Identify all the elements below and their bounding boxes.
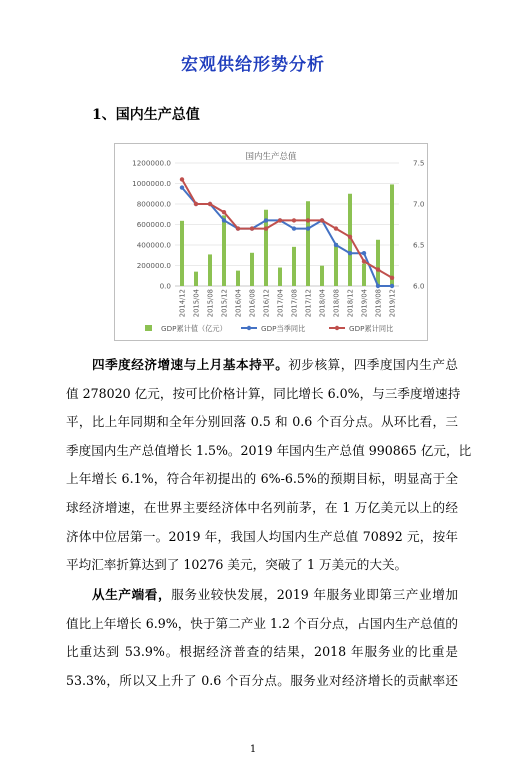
paragraph-line (66, 581, 458, 610)
x-tick-label: 2014/12 (178, 289, 187, 318)
series-point (306, 226, 310, 230)
x-tick-label: 2018/04 (318, 289, 327, 318)
gdp-chart-svg (115, 144, 427, 340)
x-tick-label: 2015/04 (192, 289, 201, 318)
series-point (362, 259, 366, 263)
x-tick-label: 2017/04 (276, 289, 285, 318)
bar-gdp-cumulative (292, 247, 296, 286)
paragraph-lead: 从生产端看， (92, 587, 172, 602)
series-point (376, 267, 380, 271)
paragraph-text: 服务业较快发展，2019 年服务业即第三产业增加 (171, 587, 458, 602)
x-tick-label: 2016/04 (234, 289, 243, 318)
series-point (334, 226, 338, 230)
series-point (390, 276, 394, 280)
x-tick-label: 2018/08 (332, 289, 341, 318)
series-line (182, 188, 392, 286)
series-point (208, 202, 212, 206)
bar-gdp-cumulative (194, 272, 198, 286)
series-point (292, 226, 296, 230)
x-tick-label: 2019/04 (360, 289, 369, 318)
legend-swatch (145, 325, 152, 331)
series-line (182, 179, 392, 277)
series-point (376, 284, 380, 288)
paragraph-line: 值 278020 亿元，按可比价格计算，同比增长 6.0%，与三季度增速持 (66, 385, 461, 401)
series-point (194, 202, 198, 206)
x-tick-label: 2019/12 (388, 289, 397, 318)
bar-gdp-cumulative (222, 215, 226, 286)
series-point (348, 251, 352, 255)
paragraph-line: 平，比上年同期和全年分别回落 0.5 和 0.6 个百分点。从环比看，三 (66, 414, 458, 430)
paragraph-line: 球经济增速，在世界主要经济体中名列前茅，在 1 万亿美元以上的经 (66, 499, 458, 515)
paragraph-line: 季度国内生产总值增长 1.5%。2019 年国内生产总值 990865 亿元，比 (66, 442, 472, 458)
y-left-tick-label: 600000.0 (136, 220, 171, 229)
x-tick-label: 2015/08 (206, 289, 215, 318)
bar-gdp-cumulative (362, 264, 366, 286)
legend-swatch (335, 326, 339, 330)
x-tick-label: 2019/08 (374, 289, 383, 318)
x-tick-label: 2017/08 (290, 289, 299, 318)
page-title: 宏观供给形势分析 (181, 55, 325, 75)
paragraph-line: 值比上年增长 6.9%，快于第二产业 1.2 个百分点，占国内生产总值的 (66, 615, 458, 631)
page-number: 1 (249, 744, 257, 755)
y-left-tick-label: 1000000.0 (132, 179, 171, 188)
y-left-tick-label: 0.0 (159, 281, 171, 291)
series-point (180, 177, 184, 181)
series-point (306, 218, 310, 222)
series-point (222, 210, 226, 214)
series-point (222, 218, 226, 222)
y-right-tick-label: 7.5 (413, 158, 425, 168)
series-point (348, 235, 352, 239)
x-tick-label: 2016/12 (262, 289, 271, 318)
bar-gdp-cumulative (278, 268, 282, 286)
chart-title: 国内生产总值 (245, 152, 297, 162)
y-right-tick-label: 7.0 (413, 199, 425, 209)
y-right-tick-label: 6.0 (413, 281, 425, 291)
paragraph-line: 平均汇率折算达到了 10276 美元，突破了 1 万美元的大关。 (66, 557, 408, 573)
series-point (320, 218, 324, 222)
bar-gdp-cumulative (306, 201, 310, 286)
series-point (362, 251, 366, 255)
legend-label: GDP当季同比 (261, 324, 306, 333)
series-point (292, 218, 296, 222)
series-point (264, 218, 268, 222)
x-tick-label: 2016/08 (248, 289, 257, 318)
series-point (278, 218, 282, 222)
legend-label: GDP累计同比 (349, 324, 394, 333)
bar-gdp-cumulative (376, 240, 380, 286)
paragraph-text: 初步核算，四季度国内生产总 (288, 357, 459, 372)
series-point (180, 185, 184, 189)
y-left-tick-label: 200000.0 (136, 261, 171, 270)
paragraph-production (66, 581, 458, 695)
bar-gdp-cumulative (390, 184, 394, 286)
y-left-tick-label: 800000.0 (136, 199, 171, 209)
y-left-tick-label: 1200000.0 (132, 158, 171, 168)
paragraph-line: 济体中位居第一。2019 年，我国人均国内生产总值 70892 元，按年 (66, 528, 458, 544)
series-point (236, 226, 240, 230)
bar-gdp-cumulative (208, 254, 212, 286)
bar-gdp-cumulative (250, 253, 254, 286)
gdp-chart (114, 143, 428, 341)
paragraph-gdp (66, 351, 472, 580)
paragraph-line: 上年增长 6.1%，符合年初提出的 6%-6.5%的预期目标，明显高于全 (66, 471, 458, 487)
paragraph-line: 比重达到 53.9%。根据经济普查的结果，2018 年服务业的比重是 (66, 644, 458, 660)
series-point (264, 226, 268, 230)
x-tick-label: 2015/12 (220, 289, 229, 318)
y-left-tick-label: 400000.0 (136, 240, 171, 250)
series-point (334, 243, 338, 247)
bar-gdp-cumulative (236, 271, 240, 286)
x-tick-label: 2018/12 (346, 289, 355, 318)
section-heading: 1、国内生产总值 (92, 107, 200, 123)
series-point (390, 284, 394, 288)
bar-gdp-cumulative (334, 243, 338, 286)
bar-gdp-cumulative (320, 266, 324, 286)
series-point (250, 226, 254, 230)
y-right-tick-label: 6.5 (413, 240, 425, 250)
bar-gdp-cumulative (180, 221, 184, 286)
paragraph-line: 53.3%，所以又上升了 0.6 个百分点。服务业对经济增长的贡献率还 (66, 672, 458, 688)
paragraph-line (66, 351, 458, 380)
legend-label: GDP累计值（亿元） (161, 324, 227, 333)
paragraph-lead: 四季度经济增速与上月基本持平。 (92, 357, 289, 372)
x-tick-label: 2017/12 (304, 289, 313, 318)
legend-swatch (247, 326, 251, 330)
